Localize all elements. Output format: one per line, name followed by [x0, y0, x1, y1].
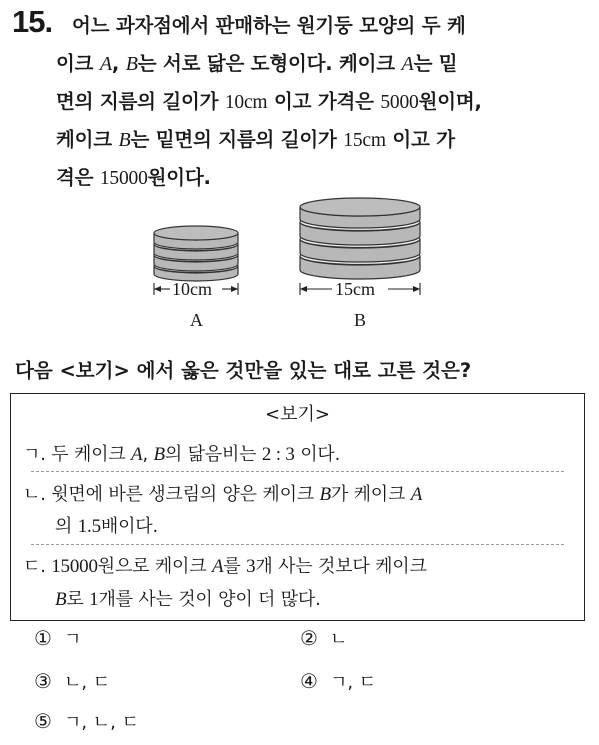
text: 개를 사는 것이 양이 더 많다. [98, 589, 321, 610]
variable: A [211, 556, 224, 577]
choice-5[interactable] [34, 708, 139, 734]
variable: A [131, 444, 143, 465]
text: 이다. [294, 444, 341, 465]
number: 1 [89, 589, 99, 610]
text: , [111, 52, 126, 75]
text: 의 닮음비는 [164, 444, 262, 465]
bogi-item-2-continued [55, 512, 158, 538]
choice-mark: ③ [34, 669, 52, 693]
text: 는 밑면의 지름의 길이가 [130, 128, 344, 151]
variable: B [153, 444, 165, 465]
text: 는 서로 닮은 도형이다. 케이크 [137, 52, 402, 75]
text: 두 케이크 [45, 444, 132, 465]
item-marker: ㄷ. [23, 556, 46, 577]
choice-mark: ② [300, 626, 318, 650]
number: 5000 [380, 92, 419, 113]
bogi-box [10, 393, 585, 621]
text: 는 밑 [413, 52, 458, 75]
choice-1[interactable] [34, 625, 81, 651]
cake-a-dimension-label: 10cm [172, 279, 212, 299]
cake-a-drawing [154, 226, 238, 281]
text: 윗면에 바른 생크림의 양은 케이크 [45, 484, 320, 505]
choice-4[interactable] [300, 668, 376, 694]
text: 이고 가격은 [267, 90, 381, 113]
bogi-title: <보기> [265, 404, 330, 425]
bogi-item-3-continued [55, 585, 321, 611]
number: 1.5 [77, 516, 101, 537]
divider [31, 471, 564, 472]
text: 이고 가 [385, 128, 455, 151]
cake-a-label: A [190, 310, 203, 330]
text: 원이다. [147, 166, 211, 189]
choice-mark: ⑤ [34, 709, 52, 733]
number: 2 : 3 [261, 444, 295, 465]
variable: B [55, 589, 67, 610]
choice-3[interactable] [34, 668, 110, 694]
choice-mark: ① [34, 626, 52, 650]
number: 15000 [99, 168, 148, 189]
text: 의 [55, 516, 78, 537]
text: 면의 지름의 길이가 [56, 90, 225, 113]
question-line-1 [72, 10, 466, 38]
text: , [142, 444, 154, 465]
choice-text: ㄴ, ㄷ [63, 672, 111, 693]
text: 이크 [56, 52, 100, 75]
text: 를 [223, 556, 247, 577]
text: 로 [66, 589, 90, 610]
text: 격은 [56, 166, 100, 189]
variable: B [118, 129, 131, 151]
text: 케이크 [56, 128, 119, 151]
number: 3 [246, 556, 256, 577]
text: 원이며, [418, 90, 482, 113]
text: 개 사는 것보다 케이크 [255, 556, 427, 577]
choice-mark: ④ [300, 669, 318, 693]
number: 15cm [343, 130, 386, 151]
item-marker: ㄱ. [23, 444, 46, 465]
variable: B [125, 53, 138, 75]
variable: A [401, 53, 414, 75]
bogi-item-2 [23, 480, 422, 506]
question-prompt: 다음 <보기> 에서 옳은 것만을 있는 대로 고른 것은? [15, 359, 472, 382]
choice-text: ㄱ, ㄴ, ㄷ [63, 712, 139, 733]
question-line-2 [56, 48, 457, 76]
choice-text: ㄱ [63, 629, 82, 650]
cake-figure [140, 190, 440, 330]
number: 15000 [51, 556, 98, 577]
text: 원으로 케이크 [97, 556, 212, 577]
cake-b-label: B [354, 310, 367, 330]
divider [31, 544, 564, 545]
text: 어느 과자점에서 판매하는 원기둥 모양의 두 케 [72, 14, 466, 37]
question-number: 15. [12, 4, 53, 39]
cake-b-drawing [300, 198, 420, 279]
variable: A [410, 484, 423, 505]
cake-b-dimension-label: 15cm [335, 279, 375, 299]
item-marker: ㄴ. [23, 484, 46, 505]
variable: B [319, 484, 331, 505]
choice-text: ㄴ [329, 629, 348, 650]
text: 배이다. [100, 516, 158, 537]
text: 가 케이크 [330, 484, 411, 505]
bogi-item-3 [23, 552, 427, 578]
choice-text: ㄱ, ㄷ [329, 672, 377, 693]
question-line-5 [56, 162, 211, 190]
bogi-item-1 [23, 440, 340, 466]
question-line-4 [56, 124, 455, 152]
variable: A [99, 53, 112, 75]
choice-2[interactable] [300, 625, 347, 651]
number: 10cm [224, 92, 268, 113]
question-line-3 [56, 86, 482, 114]
